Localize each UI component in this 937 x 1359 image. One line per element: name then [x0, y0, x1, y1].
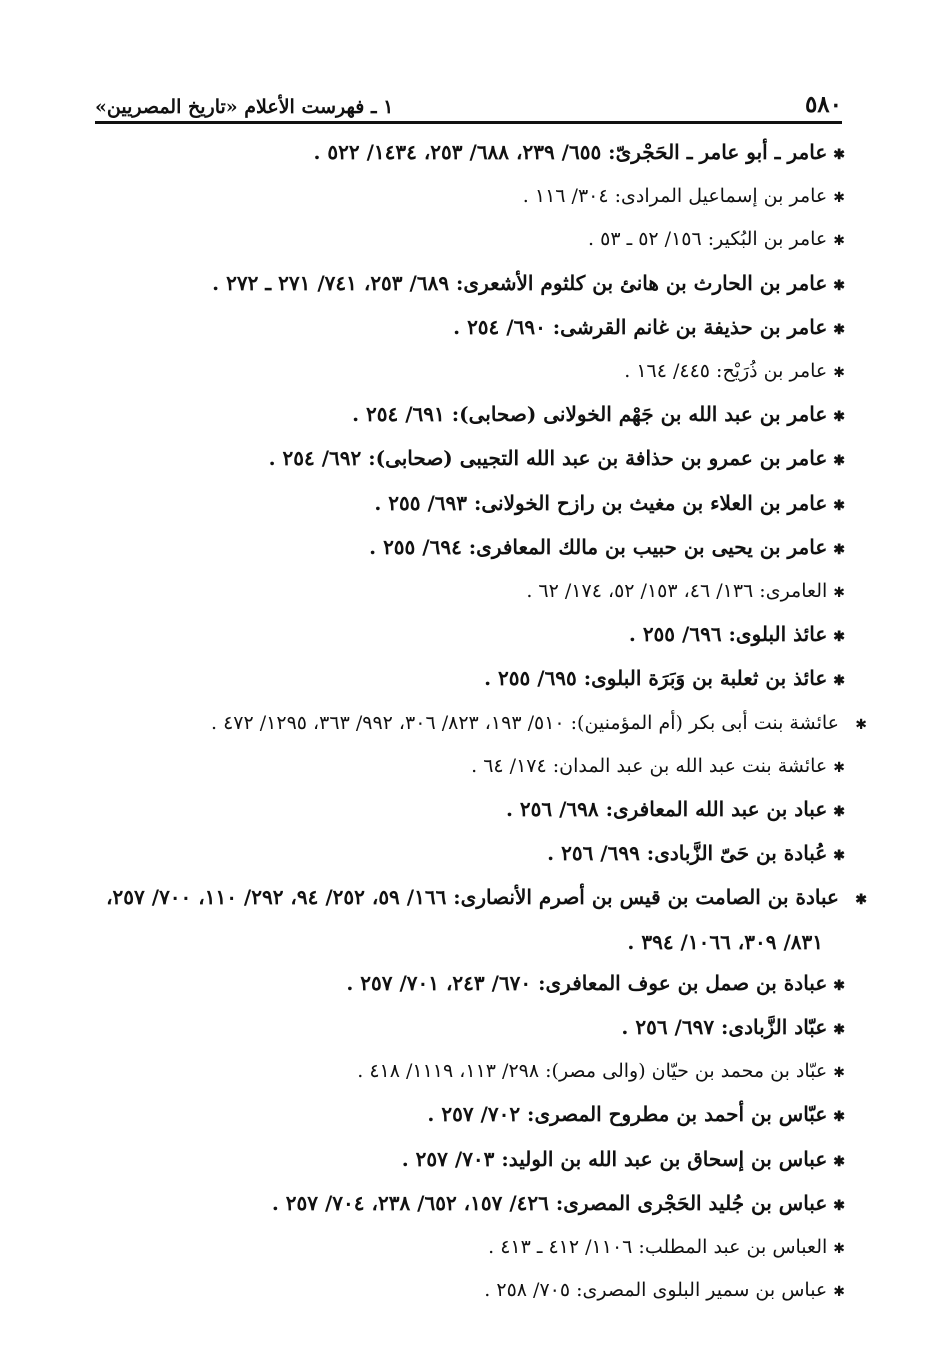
index-entry	[100, 1051, 845, 1094]
index-entry	[100, 1094, 845, 1138]
entry-bullet-star-icon: ✱	[833, 233, 845, 250]
index-entry	[100, 1227, 845, 1270]
entry-text: عبادة بن صمل بن عوف المعافرى: ٦٧٠/ ٢٤٣، ٧٠١/ ٢٥٧ .	[346, 970, 828, 995]
entry-bullet-star-icon: ✱	[833, 1153, 845, 1170]
index-entry	[100, 263, 845, 307]
entry-bullet-star-icon: ✱	[833, 1241, 845, 1258]
entry-text: عامر بن العلاء بن مغيث بن رازح الخولانى: ٦٩٣/ ٢٥٥ .	[374, 490, 828, 515]
index-entry	[100, 483, 845, 527]
entry-text: عامر بن حذيفة بن غانم القرشى: ٦٩٠/ ٢٥٤ .	[453, 314, 828, 339]
entry-bullet-star-icon: ✱	[833, 147, 845, 163]
index-entry	[100, 394, 845, 438]
index-entry	[100, 1183, 845, 1227]
index-entry	[100, 658, 845, 702]
index-entry	[100, 789, 845, 833]
index-entry	[100, 527, 845, 571]
entry-text: عامر بن ذُرَيْح: ٤٤٥/ ١٦٤ .	[624, 360, 828, 383]
entry-bullet-star-icon: ✱	[833, 541, 845, 558]
entry-bullet-star-icon: ✱	[833, 365, 845, 382]
page-header	[95, 84, 842, 118]
header-rule	[95, 121, 842, 124]
entry-text: عامر ـ أبو عامر ـ الحَجْرىّ: ٦٥٥/ ٢٣٩، ٦٨٨/ ٢٥٣، ١٤٣٤/ ٥٢٢ .	[313, 140, 828, 164]
index-entry	[100, 176, 845, 219]
index-entry	[100, 571, 845, 614]
entry-text: عباس بن سمير البلوى المصرى: ٧٠٥/ ٢٥٨ .	[484, 1279, 828, 1302]
entry-text: عامر بن عمرو بن حذافة بن عبد الله التجيبى (صحابى): ٦٩٢/ ٢٥٤ .	[268, 446, 828, 471]
entry-bullet-star-icon: ✱	[833, 453, 845, 470]
index-entry	[100, 746, 845, 789]
index-entry	[100, 219, 845, 262]
entry-bullet-star-icon: ✱	[833, 1284, 845, 1301]
entry-bullet-star-icon: ✱	[833, 277, 845, 294]
running-title: ١ ـ فهرست الأعلام «تاريخ المصريين»	[95, 96, 394, 118]
entry-bullet-star-icon: ✱	[833, 497, 845, 514]
index-entry	[100, 132, 845, 176]
entry-bullet-star-icon: ✱	[833, 321, 845, 338]
index-entries-list	[100, 132, 867, 1313]
entry-text: عائذ البلوى: ٦٩٦/ ٢٥٥ .	[628, 622, 828, 647]
entry-bullet-star-icon: ✱	[833, 409, 845, 426]
index-entry	[100, 438, 845, 482]
index-entry: ✱عائشة بنت أبى بكر (أم المؤمنين): ٥١٠/ ١٩٣، ٨٢٣/ ٣٠٦، ٩٩٢/ ٣٦٣، ١٢٩٥/ ٤٧٢ .	[210, 711, 867, 734]
entry-bullet-star-icon: ✱	[833, 1109, 845, 1126]
entry-bullet-star-icon: ✱	[833, 673, 845, 690]
entry-text: عامر بن عبد الله بن جَهْم الخولانى (صحابى): ٦٩١/ ٢٥٤ .	[352, 402, 828, 427]
index-entry	[100, 1007, 845, 1051]
entry-bullet-star-icon: ✱	[833, 1022, 845, 1039]
entry-bullet-star-icon: ✱	[833, 190, 845, 207]
entry-text: عبّاس بن أحمد بن مطروح المصرى: ٧٠٢/ ٢٥٧ .	[427, 1102, 828, 1127]
index-entry	[100, 307, 845, 351]
entry-text: عباد بن عبد الله المعافرى: ٦٩٨/ ٢٥٦ .	[505, 797, 828, 822]
entry-text: عبادة بن الصامت بن قيس بن أصرم الأنصارى: ١٦٦/ ٥٩، ٢٥٢/ ٩٤، ٢٩٢/ ١١٠، ٧٠٠/ ٢٥٧، ٨٣١/ ٣٠٩، ١٠٦٦/ ٣٩٤ .	[106, 885, 839, 954]
entry-text: عامر بن الحارث بن هانئ بن كلثوم الأشعرى: ٦٨٩/ ٢٥٣، ٧٤١/ ٢٧١ ـ ٢٧٢ .	[212, 270, 828, 295]
entry-text: عامر بن إسماعيل المرادى: ٣٠٤/ ١١٦ .	[522, 185, 828, 208]
entry-text: عامر بن يحيى بن حبيب بن مالك المعافرى: ٦٩٤/ ٢٥٥ .	[369, 534, 828, 559]
entry-bullet-star-icon: ✱	[833, 1197, 845, 1214]
entry-bullet-star-icon: ✱	[833, 629, 845, 646]
index-entry	[100, 833, 845, 877]
index-entry	[100, 1270, 845, 1313]
entry-bullet-star-icon: ✱	[833, 977, 845, 994]
entry-text: عائشة بنت عبد الله بن عبد المدان: ١٧٤/ ٦٤ .	[471, 754, 828, 777]
entry-bullet-star-icon: ✱	[833, 804, 845, 821]
entry-bullet-star-icon: ✱	[833, 585, 845, 602]
entry-text: عباس بن إسحاق بن عبد الله بن الوليد: ٧٠٣/ ٢٥٧ .	[401, 1146, 828, 1171]
entry-text: عائشة بنت أبى بكر (أم المؤمنين): ٥١٠/ ١٩٣، ٨٢٣/ ٣٠٦، ٩٩٢/ ٣٦٣، ١٢٩٥/ ٤٧٢ .	[210, 711, 839, 734]
page-number: ٥٨٠	[804, 91, 842, 118]
entry-bullet-star-icon: ✱	[833, 848, 845, 865]
index-entry	[100, 614, 845, 658]
entry-text: عائذ بن ثعلبة بن وَبَرَة البلوى: ٦٩٥/ ٢٥٥ .	[484, 666, 828, 691]
index-entry	[100, 963, 845, 1007]
entry-bullet-star-icon: ✱	[833, 1065, 845, 1082]
entry-bullet-star-icon: ✱	[833, 759, 845, 776]
index-entry	[100, 351, 845, 394]
entry-text: العباس بن عبد المطلب: ١١٠٦/ ٤١٢ ـ ٤١٣ .	[488, 1236, 828, 1259]
entry-text: العامرى: ١٣٦/ ٤٦، ١٥٣/ ٥٢، ١٧٤/ ٦٢ .	[526, 580, 828, 603]
entry-text: عُبادة بن حَىّ الزَّبادى: ٦٩٩/ ٢٥٦ .	[547, 841, 828, 866]
index-entry: ✱عبادة بن الصامت بن قيس بن أصرم الأنصارى: ١٦٦/ ٥٩، ٢٥٢/ ٩٤، ٢٩٢/ ١١٠، ٧٠٠/ ٢٥٧، ٨٣١/ ٣٠٩، ١٠٦٦/ ٣٩٤ .	[106, 885, 867, 954]
entry-text: عامر بن البُكير: ١٥٦/ ٥٢ ـ ٥٣ .	[588, 228, 828, 251]
entry-text: عباس بن جُليد الحَجْرى المصرى: ٤٢٦/ ١٥٧، ٦٥٢/ ٢٣٨، ٧٠٤/ ٢٥٧ .	[271, 1190, 828, 1215]
index-entry	[100, 1139, 845, 1183]
entry-text: عبّاد بن محمد بن حيّان (والى مصر): ٢٩٨/ ١١٣، ١١١٩/ ٤١٨ .	[357, 1060, 828, 1083]
entry-text: عبّاد الزَّبادى: ٦٩٧/ ٢٥٦ .	[621, 1015, 828, 1040]
